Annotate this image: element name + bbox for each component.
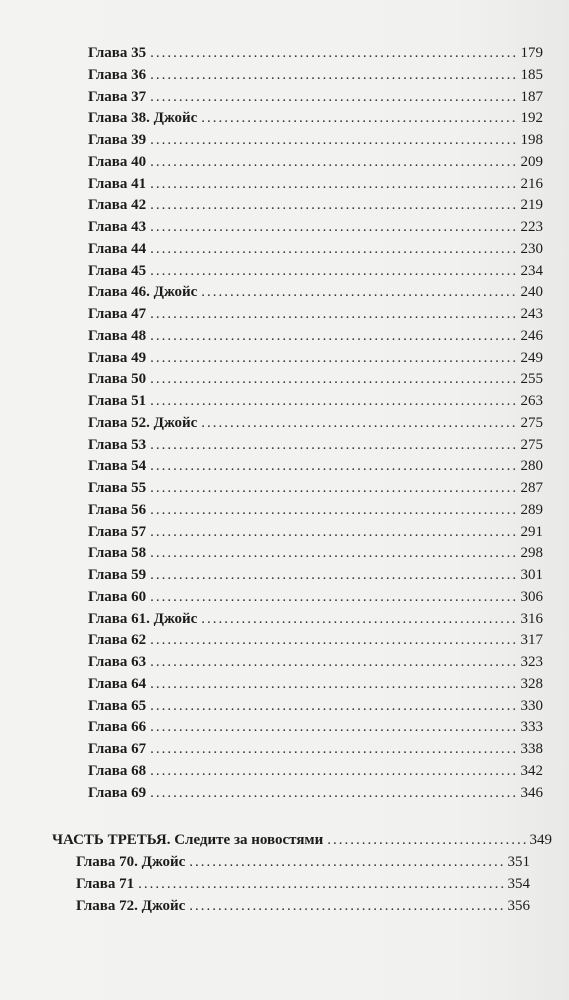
toc-entry-title: Глава 49 [88,350,147,366]
toc-entry-title: Глава 53 [88,437,147,453]
toc-entry-page-number: 289 [520,502,543,518]
toc-entry[interactable] [88,194,543,216]
dot-leader [150,260,516,282]
dot-leader [150,738,516,760]
toc-entry-page-number: 219 [520,197,543,213]
toc-entry-page-number: 179 [520,45,543,61]
toc-entry[interactable] [88,173,543,195]
dot-leader [150,303,516,325]
dot-leader [150,86,516,108]
toc-entry-title: Глава 58 [88,545,147,561]
toc-entry[interactable] [88,260,543,282]
toc-entry-title: Глава 62 [88,632,147,648]
toc-entry-title: Глава 42 [88,197,147,213]
dot-leader [201,107,516,129]
toc-entry[interactable] [88,86,543,108]
toc-entry-title: Глава 67 [88,741,147,757]
dot-leader [150,760,516,782]
toc-entry[interactable] [88,42,543,64]
dot-leader [150,194,516,216]
dot-leader [150,477,516,499]
toc-entry-page-number: 209 [520,154,543,170]
toc-entry-title: Глава 55 [88,480,147,496]
toc-entry-page-number: 342 [520,763,543,779]
toc-entry-page-number: 280 [520,458,543,474]
toc-entry-title: Глава 60 [88,589,147,605]
dot-leader [150,390,516,412]
toc-entry-page-number: 330 [520,698,543,714]
toc-entry-page-number: 243 [520,306,543,322]
dot-leader [189,851,503,873]
toc-entry-page-number: 223 [520,219,543,235]
dot-leader [150,673,516,695]
toc-entry-page-number: 275 [520,437,543,453]
dot-leader [201,412,516,434]
toc-entry[interactable] [88,629,543,651]
toc-entry[interactable] [88,760,543,782]
toc-entry[interactable] [88,738,543,760]
toc-entry-title: Глава 47 [88,306,147,322]
toc-entry[interactable] [88,216,543,238]
toc-entry-page-number: 317 [520,632,543,648]
toc-entry-page-number: 356 [507,898,530,914]
toc-entry-page-number: 234 [520,263,543,279]
dot-leader [327,829,525,851]
dot-leader [150,695,516,717]
dot-leader [150,42,516,64]
toc-entry-title: Глава 61. Джойс [88,611,198,627]
toc-entry[interactable] [88,673,543,695]
toc-entry[interactable] [76,873,530,895]
toc-entry[interactable] [88,303,543,325]
toc-entry-title: Глава 44 [88,241,147,257]
toc-entry[interactable] [88,238,543,260]
toc-entry-title: Глава 68 [88,763,147,779]
toc-entry-page-number: 192 [520,110,543,126]
dot-leader [150,564,516,586]
dot-leader [150,64,516,86]
toc-entry[interactable] [88,608,543,630]
toc-entry-title: Глава 63 [88,654,147,670]
dot-leader [138,873,503,895]
toc-entry[interactable] [88,651,543,673]
toc-entry-title: Глава 57 [88,524,147,540]
toc-entry-page-number: 230 [520,241,543,257]
toc-entry[interactable] [88,129,543,151]
toc-entry[interactable] [76,851,530,873]
toc-entry-title: ЧАСТЬ ТРЕТЬЯ. Следите за новостями [52,832,324,848]
dot-leader [150,325,516,347]
toc-entry-page-number: 338 [520,741,543,757]
toc-entry-title: Глава 43 [88,219,147,235]
toc-entry-page-number: 263 [520,393,543,409]
toc-entry[interactable] [88,695,543,717]
toc-entry[interactable] [88,455,543,477]
toc-entry-title: Глава 72. Джойс [76,898,186,914]
toc-entry[interactable] [88,477,543,499]
toc-entry-page-number: 185 [520,67,543,83]
toc-entry-title: Глава 38. Джойс [88,110,198,126]
toc-entry-page-number: 298 [520,545,543,561]
toc-entry-page-number: 287 [520,480,543,496]
toc-entry-page-number: 346 [520,785,543,801]
toc-entry-title: Глава 52. Джойс [88,415,198,431]
toc-entry[interactable] [88,390,543,412]
dot-leader [189,895,503,917]
dot-leader [150,347,516,369]
toc-part-heading[interactable] [52,829,552,851]
toc-entry-title: Глава 37 [88,89,147,105]
dot-leader [150,368,516,390]
dot-leader [150,782,516,804]
dot-leader [150,629,516,651]
toc-entry-title: Глава 48 [88,328,147,344]
toc-entry-page-number: 301 [520,567,543,583]
toc-entry[interactable] [88,368,543,390]
dot-leader [150,455,516,477]
dot-leader [150,238,516,260]
toc-entry[interactable] [88,64,543,86]
dot-leader [150,521,516,543]
dot-leader [150,216,516,238]
toc-entry-title: Глава 71 [76,876,135,892]
toc-entry-title: Глава 50 [88,371,147,387]
toc-entry-title: Глава 64 [88,676,147,692]
toc-entry[interactable] [88,151,543,173]
toc-entry[interactable] [88,325,543,347]
toc-entry-page-number: 187 [520,89,543,105]
toc-entry-title: Глава 66 [88,719,147,735]
toc-entry-title: Глава 46. Джойс [88,284,198,300]
dot-leader [150,499,516,521]
toc-entry-page-number: 351 [507,854,530,870]
toc-entry-page-number: 246 [520,328,543,344]
toc-entry[interactable] [76,895,530,917]
toc-entry[interactable] [88,107,543,129]
toc-entry-title: Глава 51 [88,393,147,409]
toc-entry[interactable] [88,716,543,738]
toc-entry-page-number: 333 [520,719,543,735]
toc-entry-title: Глава 40 [88,154,147,170]
toc-entry[interactable] [88,782,543,804]
toc-entry-page-number: 240 [520,284,543,300]
toc-entry-page-number: 316 [520,611,543,627]
toc-entry[interactable] [88,542,543,564]
toc-entry-page-number: 249 [520,350,543,366]
toc-entry-page-number: 275 [520,415,543,431]
toc-entry[interactable] [88,347,543,369]
dot-leader [150,151,516,173]
dot-leader [150,542,516,564]
toc-entry-title: Глава 41 [88,176,147,192]
toc-entry-title: Глава 36 [88,67,147,83]
toc-entry-page-number: 198 [520,132,543,148]
toc-entry-page-number: 306 [520,589,543,605]
toc-entry[interactable] [88,564,543,586]
toc-entry-title: Глава 69 [88,785,147,801]
toc-entry[interactable] [88,434,543,456]
toc-entry[interactable] [88,499,543,521]
toc-entry-page-number: 291 [520,524,543,540]
toc-entry-title: Глава 70. Джойс [76,854,186,870]
toc-entry[interactable] [88,281,543,303]
toc-entry-title: Глава 45 [88,263,147,279]
toc-entry[interactable] [88,521,543,543]
dot-leader [201,608,516,630]
toc-entry-title: Глава 54 [88,458,147,474]
toc-entry-title: Глава 65 [88,698,147,714]
toc-entry-title: Глава 39 [88,132,147,148]
dot-leader [201,281,516,303]
dot-leader [150,586,516,608]
toc-entry[interactable] [88,412,543,434]
toc-entry-page-number: 349 [529,832,552,848]
toc-entry-page-number: 328 [520,676,543,692]
toc-entry-page-number: 216 [520,176,543,192]
dot-leader [150,651,516,673]
toc-entry[interactable] [88,586,543,608]
toc-entry-page-number: 323 [520,654,543,670]
toc-entry-title: Глава 35 [88,45,147,61]
toc-entry-page-number: 255 [520,371,543,387]
dot-leader [150,129,516,151]
dot-leader [150,434,516,456]
toc-entry-title: Глава 59 [88,567,147,583]
toc-entry-page-number: 354 [507,876,530,892]
toc-entry-title: Глава 56 [88,502,147,518]
dot-leader [150,173,516,195]
dot-leader [150,716,516,738]
